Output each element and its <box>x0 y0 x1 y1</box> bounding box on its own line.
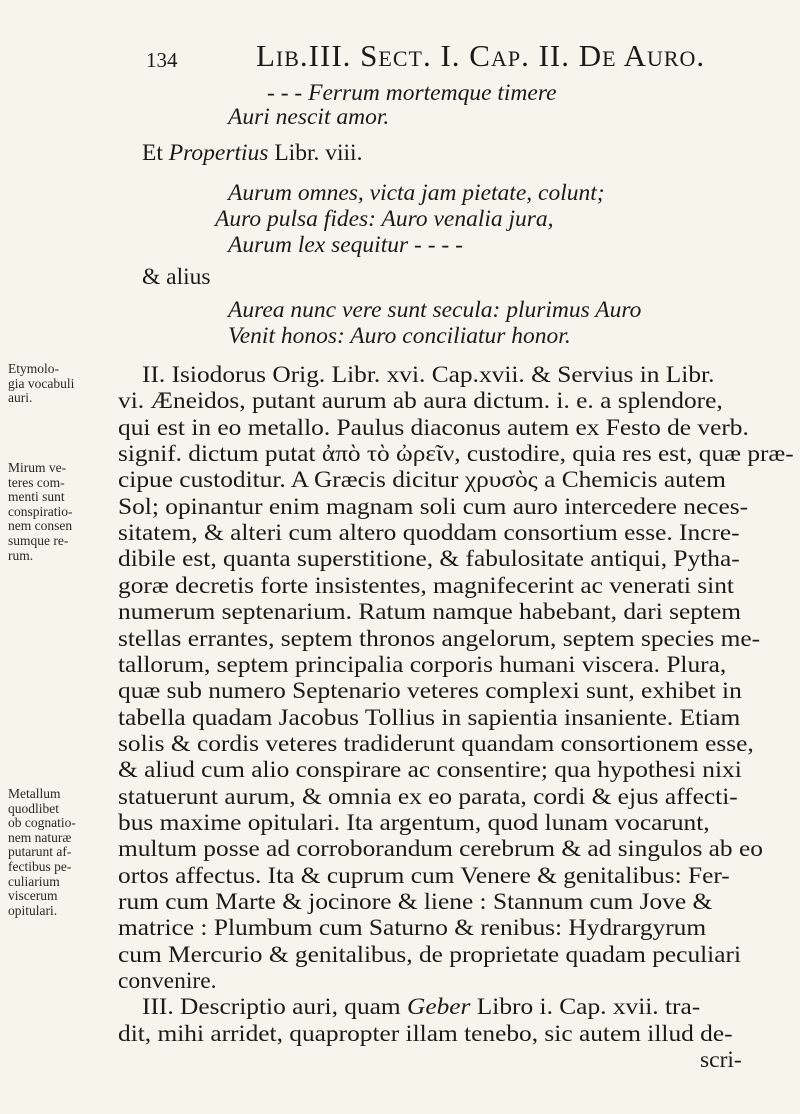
page-header <box>146 34 786 74</box>
body-line: tallorum, septem principalia corporis humani viscera. Plura, <box>118 651 727 678</box>
running-title: Lib.III. Sect. I. Cap. II. De Auro. <box>256 38 706 73</box>
marginal-note <box>8 461 94 563</box>
body-line: dit, mihi arridet, quapropter illam tenebo, sic autem illud de- <box>118 1020 733 1047</box>
margin-line: Mirum ve- <box>8 460 67 475</box>
margin-line: rum. <box>8 547 34 563</box>
body-line: Sol; opinantur enim magnam soli cum auro intercedere neces- <box>118 493 749 520</box>
body-line: III. Descriptio auri, quam Geber Libro i. Cap. xvii. tra- <box>142 994 701 1021</box>
body-line: multum posse ad corroborandum cerebrum & ad singulos ab eo <box>118 836 763 863</box>
body-line: ortos affectus. Ita & cuprum cum Venere & genitalibus: Fer- <box>118 862 730 889</box>
body-line: stellas errantes, septem thronos angelorum, septem species me- <box>118 625 761 652</box>
margin-line: nem naturæ <box>8 829 72 845</box>
margin-line: viscerum <box>8 888 58 904</box>
body-line: matrice : Plumbum cum Saturno & renibus: Hydrargyrum <box>118 915 707 942</box>
margin-line: sumque re- <box>8 532 69 548</box>
author-name: Propertius <box>168 140 269 166</box>
margin-line: putarunt af- <box>8 844 72 860</box>
citation-propertius: Et Propertius Libr. viii. <box>142 140 363 166</box>
page-number: 134 <box>146 48 178 72</box>
margin-line: fectibus pe- <box>8 858 72 874</box>
marginal-note <box>8 787 94 918</box>
body-line: numerum septenarium. Ratum namque habebant, dari septem <box>118 599 742 626</box>
body-line: statuerunt aurum, & omnia ex eo parata, cordi & ejus affecti- <box>118 783 738 810</box>
body-line: quæ sub numero Septenario veteres complexi sunt, exhibet in <box>118 678 742 705</box>
body-line: signif. dictum putat ἀπὸ τὸ ὠρεῖν, custodire, quia res est, quæ præ- <box>118 441 794 468</box>
verse-line: Aurum omnes, victa jam pietate, colunt; <box>228 180 605 206</box>
margin-line: auri. <box>8 390 33 406</box>
margin-line: culiarium <box>8 873 60 889</box>
margin-line: teres com- <box>8 474 65 490</box>
margin-line: Etymolo- <box>8 361 59 376</box>
body-line: bus maxime opitulari. Ita argentum, quod lunam vocarunt, <box>118 809 710 836</box>
marginal-note <box>8 362 94 406</box>
margin-line: conspiratio- <box>8 503 73 519</box>
body-line: qui est in eo metallo. Paulus diaconus autem ex Festo de verb. <box>118 414 749 441</box>
body-line: sitatem, & alteri cum altero quoddam consortium esse. Incre- <box>118 520 740 547</box>
alius-line: & alius <box>142 264 211 290</box>
body-line: tabella quadam Jacobus Tollius in sapientia insaniente. Etiam <box>118 704 741 731</box>
body-line: rum cum Marte & jocinore & liene : Stannum cum Jove & <box>118 889 713 915</box>
margin-line: gia vocabuli <box>8 375 75 391</box>
margin-line: nem consen <box>8 518 73 534</box>
body-line: cipue custoditur. A Græcis dicitur χρυσὸς a Chemicis autem <box>118 467 726 494</box>
verse-line: Aurea nunc vere sunt secula: plurimus Auro <box>228 297 642 323</box>
verse-line: Venit honos: Auro conciliatur honor. <box>228 323 571 349</box>
verse-line: Auri nescit amor. <box>228 104 390 130</box>
body-line: convenire. <box>118 968 217 995</box>
body-line: vi. Æneidos, putant aurum ab aura dictum. i. e. a splendore, <box>118 388 723 415</box>
margin-line: Metallum <box>8 786 61 801</box>
margin-line: opitulari. <box>8 902 58 918</box>
body-line: & aliud cum alio conspirare ac consentire; qua hypothesi nixi <box>118 757 742 784</box>
body-line: cum Mercurio & genitalibus, de proprietate quadam peculiari <box>118 941 742 968</box>
body-line: scri- <box>700 1047 742 1074</box>
verse-line: Aurum lex sequitur - - - - <box>228 232 463 258</box>
verse-line: - - - Ferrum mortemque timere <box>267 80 557 106</box>
margin-line: menti sunt <box>8 489 65 505</box>
body-line: solis & cordis veteres tradiderunt quandam consortionem esse, <box>118 730 754 757</box>
margin-line: ob cognatio- <box>8 815 76 831</box>
body-line: dibile est, quanta superstitione, & fabulositate antiqui, Pytha- <box>118 546 740 573</box>
body-line: goræ decretis forte insistentes, magnifecerint ac venerati sint <box>118 572 734 599</box>
author-name: Geber <box>407 994 471 1021</box>
margin-line: quodlibet <box>8 800 59 816</box>
body-line: II. Isiodorus Orig. Libr. xvi. Cap.xvii. & Servius in Libr. <box>142 362 715 388</box>
verse-line: Auro pulsa fides: Auro venalia jura, <box>215 206 554 232</box>
